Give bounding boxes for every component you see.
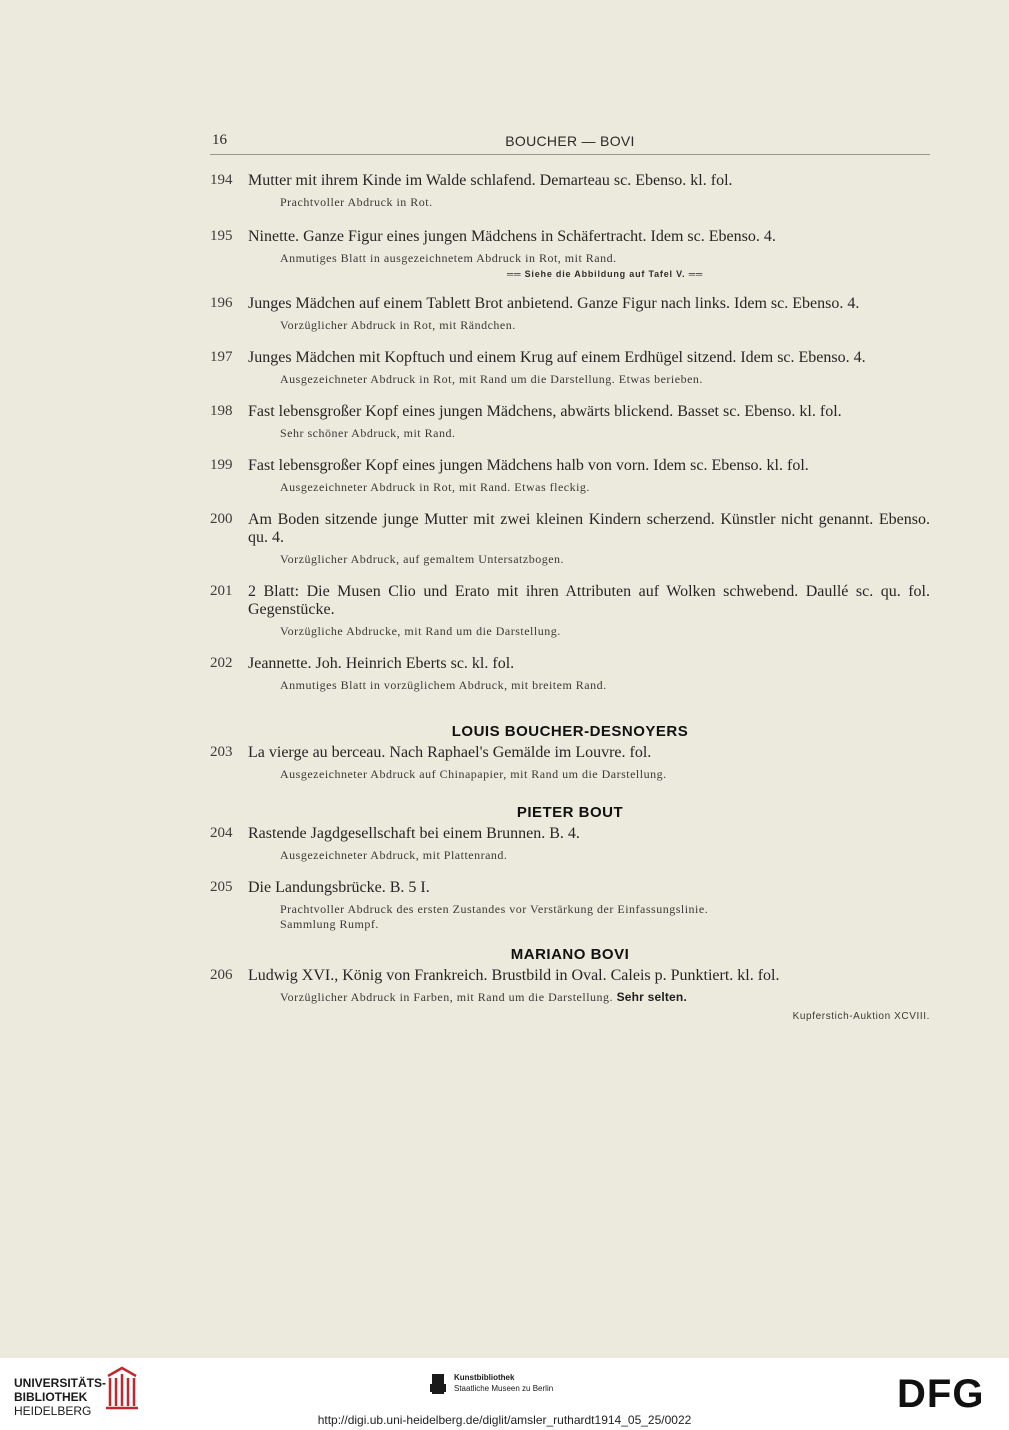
catalog-entry — [210, 295, 930, 333]
library-logo-icon — [104, 1366, 140, 1410]
lot-number: 200 — [210, 511, 233, 527]
lot-note-text: Vorzüglicher Abdruck in Farben, mit Rand um die Darstellung. — [280, 990, 614, 1004]
lot-title: Mutter mit ihrem Kinde im Walde schlafend. Demarteau sc. Ebenso. kl. fol. — [248, 172, 733, 189]
rarity-note: Sehr selten. — [616, 990, 687, 1004]
artist-heading: MARIANO BOVI — [510, 946, 630, 963]
ub-heidelberg-logo — [14, 1376, 106, 1418]
ub-logo-line: UNIVERSITÄTS- — [14, 1376, 107, 1390]
kb-logo-line: Kunstbibliothek — [454, 1373, 515, 1382]
catalog-body — [210, 172, 930, 1022]
catalog-entry — [210, 403, 930, 441]
lot-number: 203 — [210, 744, 233, 760]
footer-bar — [0, 1358, 1009, 1430]
lot-number: 204 — [210, 825, 233, 841]
lot-title: Ninette. Ganze Figur eines jungen Mädchens in Schäfertracht. Idem sc. Ebenso. 4. — [248, 228, 776, 245]
lot-note: Anmutiges Blatt in ausgezeichnetem Abdruck in Rot, mit Rand. — [280, 251, 617, 265]
catalog-entry — [210, 744, 930, 782]
kb-logo-line: Staatliche Museen zu Berlin — [454, 1384, 554, 1393]
ub-logo-line: BIBLIOTHEK — [14, 1390, 88, 1404]
lot-number: 195 — [210, 228, 233, 244]
kunstbibliothek-logo — [454, 1372, 553, 1394]
lot-title: Am Boden sitzende junge Mutter mit zwei kleinen Kindern scherzend. Künstler nicht genannt. Ebenso. qu. 4. — [248, 511, 930, 546]
lot-number: 197 — [210, 349, 233, 365]
lot-number: 196 — [210, 295, 233, 311]
catalog-entry — [210, 511, 930, 567]
lot-title: Junges Mädchen auf einem Tablett Brot anbietend. Ganze Figur nach links. Idem sc. Ebenso. 4. — [248, 295, 860, 312]
lot-number: 201 — [210, 583, 233, 599]
lot-note: Sehr schöner Abdruck, mit Rand. — [280, 426, 456, 440]
catalog-entry — [210, 879, 930, 932]
lot-number: 202 — [210, 655, 233, 671]
lot-title: Fast lebensgroßer Kopf eines jungen Mädchens, abwärts blickend. Basset sc. Ebenso. kl. fol. — [248, 403, 842, 420]
lot-note: Ausgezeichneter Abdruck, mit Plattenrand. — [280, 848, 508, 862]
lot-number: 198 — [210, 403, 233, 419]
page-number: 16 — [212, 132, 227, 148]
page-title: BOUCHER — BOVI — [505, 133, 635, 149]
lot-number: 206 — [210, 967, 233, 983]
lot-title: Die Landungsbrücke. B. 5 I. — [248, 879, 430, 896]
lot-title: Ludwig XVI., König von Frankreich. Brustbild in Oval. Caleis p. Punktiert. kl. fol. — [248, 967, 780, 984]
catalog-entry — [210, 655, 930, 693]
lot-note: Ausgezeichneter Abdruck auf Chinapapier, mit Rand um die Darstellung. — [280, 767, 667, 781]
artist-heading: PIETER BOUT — [516, 804, 624, 821]
lot-title: Fast lebensgroßer Kopf eines jungen Mädchens halb von vorn. Idem sc. Ebenso. kl. fol. — [248, 457, 809, 474]
lot-note: Ausgezeichneter Abdruck in Rot, mit Rand um die Darstellung. Etwas berieben. — [280, 372, 703, 386]
lot-title: Junges Mädchen mit Kopftuch und einem Krug auf einem Erdhügel sitzend. Idem sc. Ebenso. 4. — [248, 349, 866, 366]
eagle-wing-icon — [430, 1384, 446, 1392]
lot-number: 199 — [210, 457, 233, 473]
catalog-entry — [210, 583, 930, 639]
catalog-entry — [210, 967, 930, 1005]
lot-note: Prachtvoller Abdruck in Rot. — [280, 195, 433, 209]
lot-title: 2 Blatt: Die Musen Clio und Erato mit ihren Attributen auf Wolken schwebend. Daullé sc. qu. fol. Gegenstücke. — [248, 583, 930, 618]
lot-note: Prachtvoller Abdruck des ersten Zustandes vor Verstärkung der Einfassungslinie. — [280, 902, 709, 916]
lot-note — [280, 990, 930, 1005]
running-header — [210, 132, 930, 155]
lot-note: Anmutiges Blatt in vorzüglichem Abdruck, mit breitem Rand. — [280, 678, 607, 692]
lot-number: 194 — [210, 172, 233, 188]
lot-provenance: Sammlung Rumpf. — [280, 917, 379, 931]
catalog-signature: Kupferstich-Auktion XCVIII. — [792, 1011, 930, 1022]
artist-heading: LOUIS BOUCHER-DESNOYERS — [451, 723, 689, 740]
lot-note: Vorzüglicher Abdruck, auf gemaltem Untersatzbogen. — [280, 552, 565, 566]
catalog-entry — [210, 825, 930, 863]
lot-title: Jeannette. Joh. Heinrich Eberts sc. kl. fol. — [248, 655, 515, 672]
permalink-url[interactable]: http://digi.ub.uni-heidelberg.de/diglit/amsler_ruthardt1914_05_25/0022 — [317, 1413, 692, 1427]
catalog-entry — [210, 228, 930, 279]
plate-reference: ══ Siehe die Abbildung auf Tafel V. ══ — [506, 269, 704, 279]
lot-number: 205 — [210, 879, 233, 895]
catalog-entry — [210, 457, 930, 495]
ub-logo-line: HEIDELBERG — [14, 1404, 92, 1418]
catalog-entry — [210, 172, 930, 210]
lot-note: Vorzüglicher Abdruck in Rot, mit Rändchen. — [280, 318, 516, 332]
dfg-logo: DFG — [897, 1372, 985, 1416]
lot-title: La vierge au berceau. Nach Raphael's Gemälde im Louvre. fol. — [248, 744, 652, 761]
lot-title: Rastende Jagdgesellschaft bei einem Brunnen. B. 4. — [248, 825, 580, 842]
catalog-entry — [210, 349, 930, 387]
lot-note: Ausgezeichneter Abdruck in Rot, mit Rand. Etwas fleckig. — [280, 480, 590, 494]
lot-note: Vorzügliche Abdrucke, mit Rand um die Darstellung. — [280, 624, 561, 638]
